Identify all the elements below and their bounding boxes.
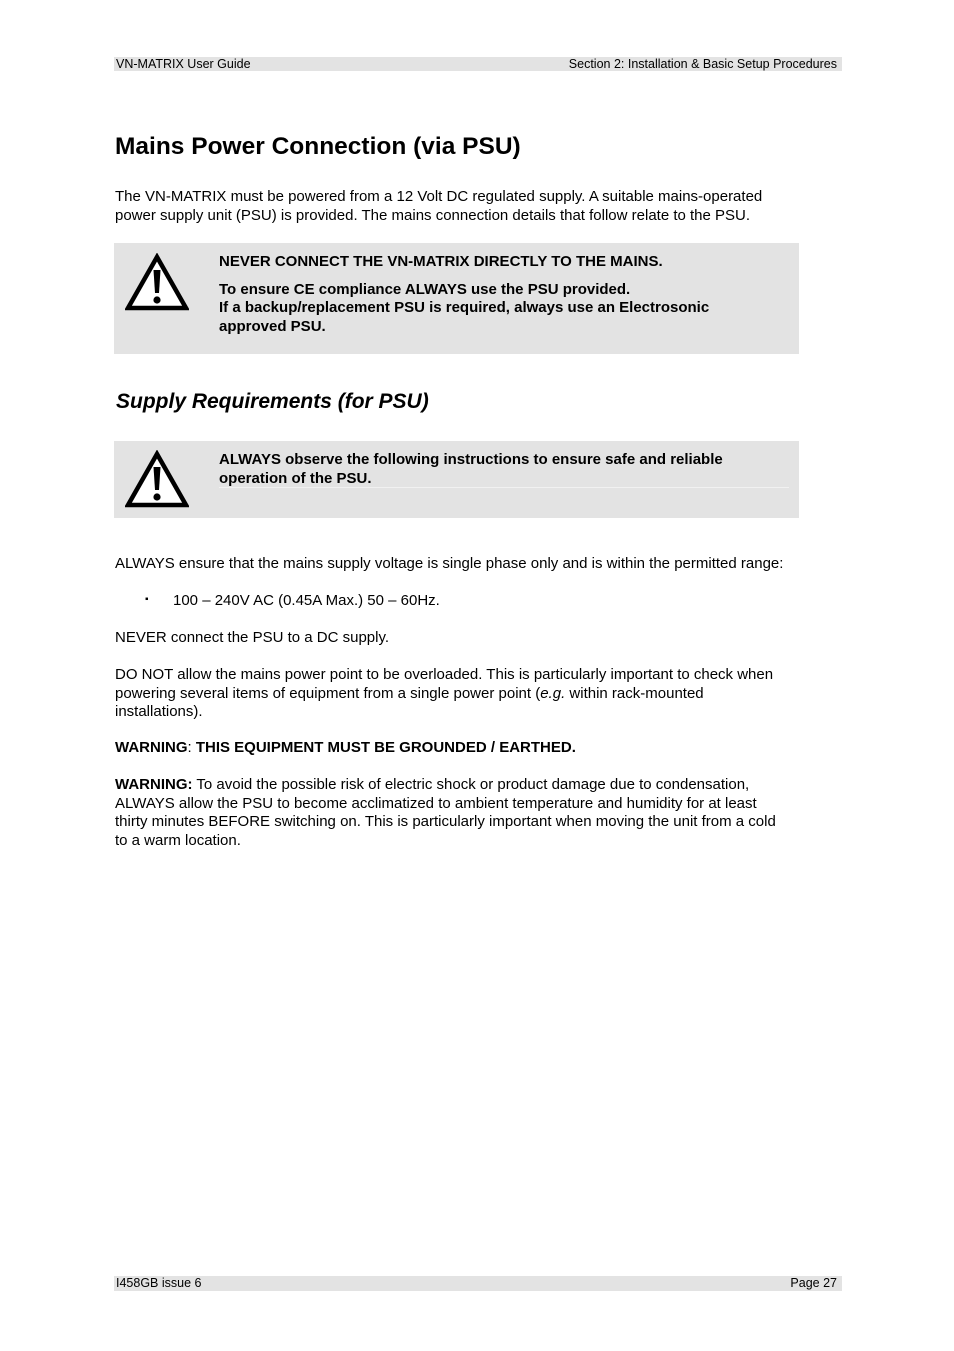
warning-text-mains bbox=[219, 253, 789, 336]
overload-line-2-a: powering several items of equipment from a single power point ( bbox=[115, 684, 541, 702]
overload-line-2 bbox=[115, 685, 845, 704]
overload-line-2-em: e.g. bbox=[540, 684, 566, 702]
intro-line-2: power supply unit (PSU) is provided. The mains connection details that follow relate to the PSU. bbox=[115, 206, 751, 224]
warning-colon: : bbox=[187, 739, 196, 756]
warning-box-mains bbox=[114, 243, 799, 354]
footer-page-number: Page 27 bbox=[790, 1276, 837, 1290]
condensation-line-3: thirty minutes BEFORE switching on. This is particularly important when moving the unit from a cold bbox=[115, 813, 776, 831]
warning-triangle-icon bbox=[125, 450, 189, 513]
condensation-line-4: to a warm location. bbox=[115, 831, 241, 849]
warning-line-3: If a backup/replacement PSU is required, always use an Electrosonic bbox=[219, 299, 710, 317]
warning-triangle-icon bbox=[125, 253, 189, 316]
warning-line-4: approved PSU. bbox=[219, 317, 326, 335]
never-dc-paragraph: NEVER connect the PSU to a DC supply. bbox=[115, 629, 390, 646]
overload-line-1: DO NOT allow the mains power point to be overloaded. This is particularly important to check when bbox=[115, 666, 774, 683]
section-subtitle: Supply Requirements (for PSU) bbox=[116, 390, 429, 413]
ground-warning bbox=[115, 739, 845, 758]
warning-box-psu bbox=[114, 441, 799, 518]
intro-paragraph bbox=[115, 188, 845, 225]
condensation-line-1 bbox=[115, 776, 845, 795]
overload-paragraph bbox=[115, 666, 845, 722]
warning-line-1: NEVER CONNECT THE VN-MATRIX DIRECTLY TO THE MAINS. bbox=[219, 253, 663, 270]
bullet-marker: ▪ bbox=[145, 594, 149, 605]
overload-line-2-b: within rack-mounted bbox=[565, 684, 704, 702]
warning2-line-1: ALWAYS observe the following instructions to ensure safe and reliable bbox=[219, 451, 723, 468]
page-title: Mains Power Connection (via PSU) bbox=[115, 133, 521, 160]
warning-line-2: To ensure CE compliance ALWAYS use the PSU provided. bbox=[219, 280, 631, 298]
intro-line-1: The VN-MATRIX must be powered from a 12 Volt DC regulated supply. A suitable mains-operated bbox=[115, 188, 763, 205]
ground-warning-text: THIS EQUIPMENT MUST BE GROUNDED / EARTHED. bbox=[195, 739, 576, 756]
header-doc-title: VN-MATRIX User Guide bbox=[116, 57, 251, 71]
overload-line-3: installations). bbox=[115, 703, 203, 721]
voltage-range-item: 100 – 240V AC (0.45A Max.) 50 – 60Hz. bbox=[173, 592, 440, 609]
condensation-paragraph bbox=[115, 776, 845, 850]
page-footer bbox=[114, 1276, 842, 1291]
footer-issue: I458GB issue 6 bbox=[116, 1276, 202, 1290]
warning-text-psu bbox=[219, 451, 789, 488]
voltage-paragraph: ALWAYS ensure that the mains supply voltage is single phase only and is within the permitted range: bbox=[115, 555, 784, 572]
page-header bbox=[114, 57, 842, 71]
condensation-line-2: ALWAYS allow the PSU to become acclimatized to ambient temperature and humidity for at least bbox=[115, 794, 757, 812]
header-section-title: Section 2: Installation & Basic Setup Procedures bbox=[568, 57, 837, 71]
divider bbox=[219, 487, 789, 488]
warning-label-2: WARNING: bbox=[115, 776, 193, 793]
warning-label: WARNING bbox=[115, 739, 188, 756]
warning2-line-2: operation of the PSU. bbox=[219, 469, 372, 487]
condensation-line-1-text: To avoid the possible risk of electric shock or product damage due to condensation, bbox=[192, 776, 750, 793]
